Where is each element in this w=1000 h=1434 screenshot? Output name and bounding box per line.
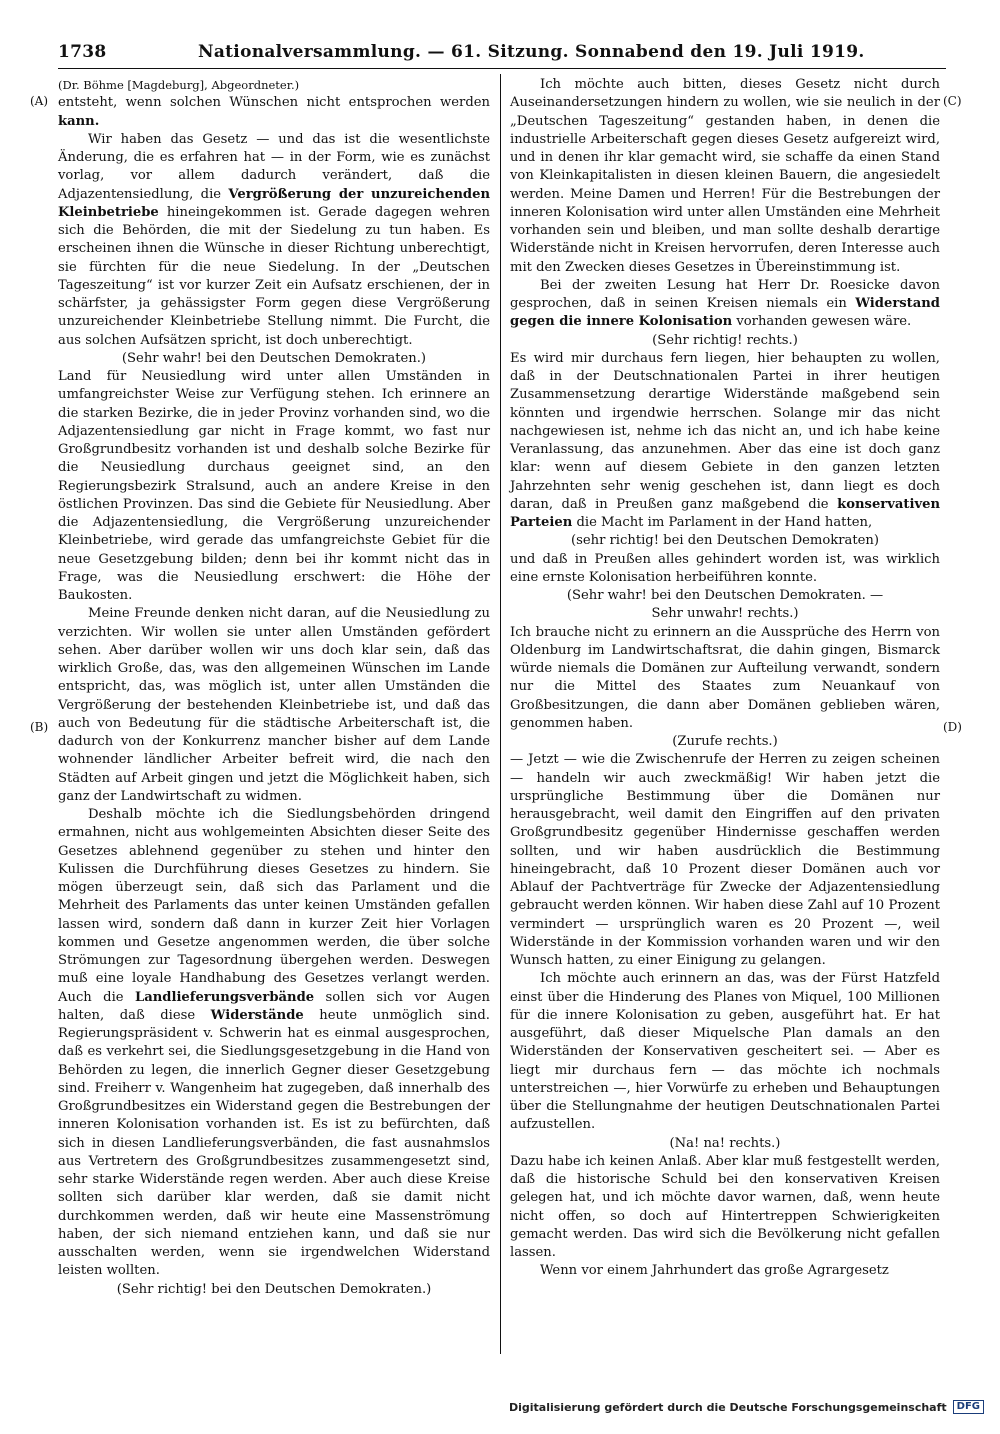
margin-mark-c: (C) [943,94,962,108]
interjection: (Sehr richtig! rechts.) [652,332,798,348]
bold-run: Widerstände [210,1007,304,1023]
paragraph: Ich möchte auch erinnern an das, was der Fürst Hatzfeld einst über die Hinderung des Planes von Miquel, 100 Millionen für die innere Kolonisation zu geben, ausgeführt hat. Er hat ausgeführt, daß dieser Miquelsche Plan damals an den Widerständen der Konservativen gescheitert sei. — Aber es liegt mir durchaus fern — das möchte ich nochmals unterstreichen —, hier Vorwürfe zu erheben und Behauptungen über die Stellungnahme der heutigen Deutschnationalen Partei aufzustellen. [510,971,940,1133]
interjection: (Sehr wahr! bei den Deutschen Demokraten. — [566,588,884,603]
margin-mark-b: (B) [30,720,49,734]
text-run: hineingekommen ist. Gerade dagegen wehren sich die Behörden, die mit der Siedelung zu tun haben. Es erscheinen ihnen die Wünsche in dieser Richtung unberechtigt, sie fürchten für die neue Siedelung. In der „Deutschen Tageszeitung“ ist vor kurzer Zeit ein Aufsatz erschienen, der in schärfster, ja gehässigster Form gegen diese Vergrößerung unzureichender Kleinbetriebe Stellung nimmt. Die Furcht, die aus solchen Aufsätzen spricht, ist doch unberechtigt. [58,204,490,348]
bold-run: kann. [58,113,100,129]
margin-mark-d: (D) [943,720,962,734]
header-rule [58,68,946,69]
text-run: heute unmöglich sind. Regierungspräsident v. Schwerin hat es einmal ausgesprochen, daß es verkehrt sei, die Siedlungsgesetzgebung in die Hand von Behörden zu legen, die innerlich Gegner dieser Gesetzgebung sind. Freiherr v. Wangenheim hat zugegeben, daß innerhalb des Großgrundbesitzes ein Widerstand gegen die Bestrebungen der inneren Kolonisation vorhanden ist. Es ist zu befürchten, daß sich in diesen Landlieferungsverbänden, die fast ausnahmslos aus Vertretern des Großgrundbesitzes zusammengesetzt sind, sehr starke Widerstände regen werden. Aber auch diese Kreise sollten sich darüber klar werden, daß sie damit nicht durchkommen werden, daß wir heute eine Massenströmung haben, der sich niemand entziehen kann, und daß sie nur ausschalten werden, wenn sie irgendwelchen Widerstand leisten wollten. [58,1007,490,1279]
credit-text: Digitalisierung gefördert durch die Deutsche Forschungsgemeinschaft [508,1400,947,1414]
paragraph [510,350,940,533]
paragraph: Land für Neusiedlung wird unter allen Umständen in umfangreichster Weise zur Verfügung stehen. Ich erinnere an die starken Bezirke, die in jeder Provinz vorhanden sind, wo die Adjazentensiedlung gar nicht in Frage kommt, wo fast nur Großgrundbesitz vorhanden ist und deshalb solche Bezirke für die Neusiedlung durchaus geeignet sind, an den Regierungsbezirk Stralsund, auch an andere Kreise in den östlichen Provinzen. Das sind die Gebiete für Neusiedlung. Aber die Adjazentensiedlung, die Vergrößerung unzureichender Kleinbetriebe, wird gerade das umfangreichste Gebiet für die neue Gesetzgebung bilden; denn bei ihr kommt nicht das in Frage, was die Neusiedlung erschwert: die Höhe der Baukosten. [58,369,490,603]
page-number: 1738 [58,42,107,62]
paragraph: — Jetzt — wie die Zwischenrufe der Herren zu zeigen scheinen — handeln wir auch zweckmäßig! Wir haben jetzt die ursprüngliche Bestimmung über die Domänen nur herausgebracht, weil damit den Eingriffen auf den privaten Großgrundbesitz gegenüber Hindernisse geschaffen werden sollten, und wir haben ausdrücklich die Bestimmung hineingebracht, daß 10 Prozent dieser Domänen auch vor Ablauf der Pachtverträge für Zwecke der Adjazentensiedlung gebraucht werden können. Wir haben diese Zahl auf 10 Prozent vermindert — ursprünglich waren es 20 Prozent —, weil Widerstände in der Kommission vorhanden waren und wir den Wunsch hatten, zu einer Einigung zu gelangen. [510,752,940,968]
left-column [58,76,490,1299]
paragraph [58,94,490,131]
paragraph: Meine Freunde denken nicht daran, auf die Neusiedlung zu verzichten. Wir wollen sie unter allen Umständen gefördert sehen. Aber darüber wollen wir uns doch klar sein, daß das wirklich Große, das, was den allgemeinen Wünschen im Lande entspricht, das, was möglich ist, unter allen Umständen die Vergrößerung der bestehenden Kleinbetriebe ist, und daß das auch von Bedeutung für die städtische Arbeiterschaft ist, die dadurch von der Konkurrenz mancher bisher auf dem Lande wohnender ländlicher Arbeiter befreit wird, die nach den Städten auf Arbeit gingen und jetzt die Möglichkeit haben, sich ganz der Landwirtschaft zu widmen. [58,606,490,804]
interjection: (Na! na! rechts.) [669,1135,781,1151]
speaker-line: (Dr. Böhme [Magdeburg], Abgeordneter.) [58,78,300,92]
text-run: Es wird mir durchaus fern liegen, hier behaupten zu wollen, daß in der Deutschnationalen Partei in ihrer heutigen Zusammensetzung derartige Widerstände maßgebend sein könnten und irgendwie herrschen. Solange mir das nicht nachgewiesen ist, nehme ich das nicht an, und ich habe keine Veranlassung, das anzunehmen. Aber das eine ist doch ganz klar: wenn auf diesem Gebiete in den ganzen letzten Jahrzehnten sehr wenig geschehen ist, dann liegt es doch daran, daß in Preußen ganz maßgebend die [510,350,940,512]
paragraph [510,277,940,332]
paragraph [58,131,490,350]
paragraph: und daß in Preußen alles gehindert worden ist, was wirklich eine ernste Kolonisation herbeiführen konnte. [510,551,940,585]
interjection: Sehr unwahr! rechts.) [651,606,799,622]
text-run: Deshalb möchte ich die Siedlungsbehörden dringend ermahnen, nicht aus wohlgemeinten Absichten dieser Seite des Gesetzes ablehnend gegenüber zu stehen und hinter den Kulissen die Durchführung dieses Gesetzes zu hindern. Sie mögen überzeugt sein, daß sich das Parlament und die Mehrheit des Parlaments das unter keinen Umständen gefallen lassen wird, sondern daß dann in kurzer Zeit hier Vorlagen kommen und Gesetze angenommen werden, die über solche Strömungen zur Tagesordnung übergehen werden. Deswegen muß eine loyale Handhabung des Gesetzes verlangt werden. Auch die [58,807,490,1005]
interjection: (Sehr richtig! bei den Deutschen Demokraten.) [116,1281,432,1297]
text-run: entsteht, wenn solchen Wünschen nicht entsprochen werden [58,95,490,111]
text-run: Bei der zweiten Lesung hat Herr Dr. Roesicke davon gesprochen, daß in seinen Kreisen niemals ein [510,277,940,311]
paragraph: Ich brauche nicht zu erinnern an die Aussprüche des Herrn von Oldenburg im Landwirtschaftsrat, die dahin gingen, Bismarck würde niemals die Domänen zur Aufteilung verwandt, sondern nur die Mittel des Staates zum Neuankauf von Großbesitzungen, die dann aber Domänen geblieben wären, genommen haben. [510,624,940,731]
bold-run: Vergrößerung der unzureichenden Kleinbetriebe [58,186,490,220]
text-run: vorhanden gewesen wäre. [732,314,912,330]
margin-mark-a: (A) [30,94,49,108]
dfg-logo: DFG [953,1400,984,1414]
paragraph: Dazu habe ich keinen Anlaß. Aber klar muß festgestellt werden, daß die historische Schuld bei den konservativen Kreisen gelegen hat, und ich möchte davor warnen, daß, wenn heute nicht offen, so doch auf Hintertreppen Schwierigkeiten gemacht werden. Das wird sich die Bevölkerung nicht gefallen lassen. [510,1153,940,1260]
column-divider [500,74,501,1354]
text-run: Wir haben das Gesetz — und das ist die wesentlichste Änderung, die es erfahren hat — in der Form, wie es zunächst vorlag, vor allem dadurch verändert, daß die Adjazentensiedlung, die [58,131,490,202]
right-column [510,76,940,1281]
bold-run: Widerstand gegen die innere Kolonisation [510,296,940,330]
digitization-credit [509,1400,984,1414]
paragraph [58,806,490,1281]
paragraph: Ich möchte auch bitten, dieses Gesetz nicht durch Auseinandersetzungen hindern zu wollen, wie sie neulich in der „Deutschen Tageszeitung“ gestanden haben, in denen die industrielle Arbeiterschaft gegen dieses Gesetz aufgereizt wird, und in denen ihr klar gemacht wird, sie schaffe da einen Stand von Kleinkapitalisten in diesen kleinen Bauern, die angesiedelt werden. Meine Damen und Herren! Für die Bestrebungen der inneren Kolonisation wird unter allen Umständen eine Mehrheit vorhanden sein und bleiben, und man sollte deshalb derartige Widerstände nicht in Kreisen hervorrufen, deren Interesse auch mit den Zwecken dieses Gesetzes in Übereinstimmung ist. [510,77,940,275]
interjection: (sehr richtig! bei den Deutschen Demokraten) [570,533,880,549]
bold-run: konservativen Parteien [510,496,940,530]
paragraph: Wenn vor einem Jahrhundert das große Agrargesetz [540,1263,889,1279]
interjection: (Zurufe rechts.) [672,734,778,749]
running-title: Nationalversammlung. — 61. Sitzung. Sonnabend den 19. Juli 1919. [198,42,865,62]
interjection: (Sehr wahr! bei den Deutschen Demokraten.) [121,350,427,366]
text-run: die Macht im Parlament in der Hand hatten, [572,515,873,530]
text-run: sollen sich vor Augen halten, daß diese [58,989,490,1023]
page-header [58,42,946,68]
bold-run: Landlieferungsverbände [134,989,315,1005]
